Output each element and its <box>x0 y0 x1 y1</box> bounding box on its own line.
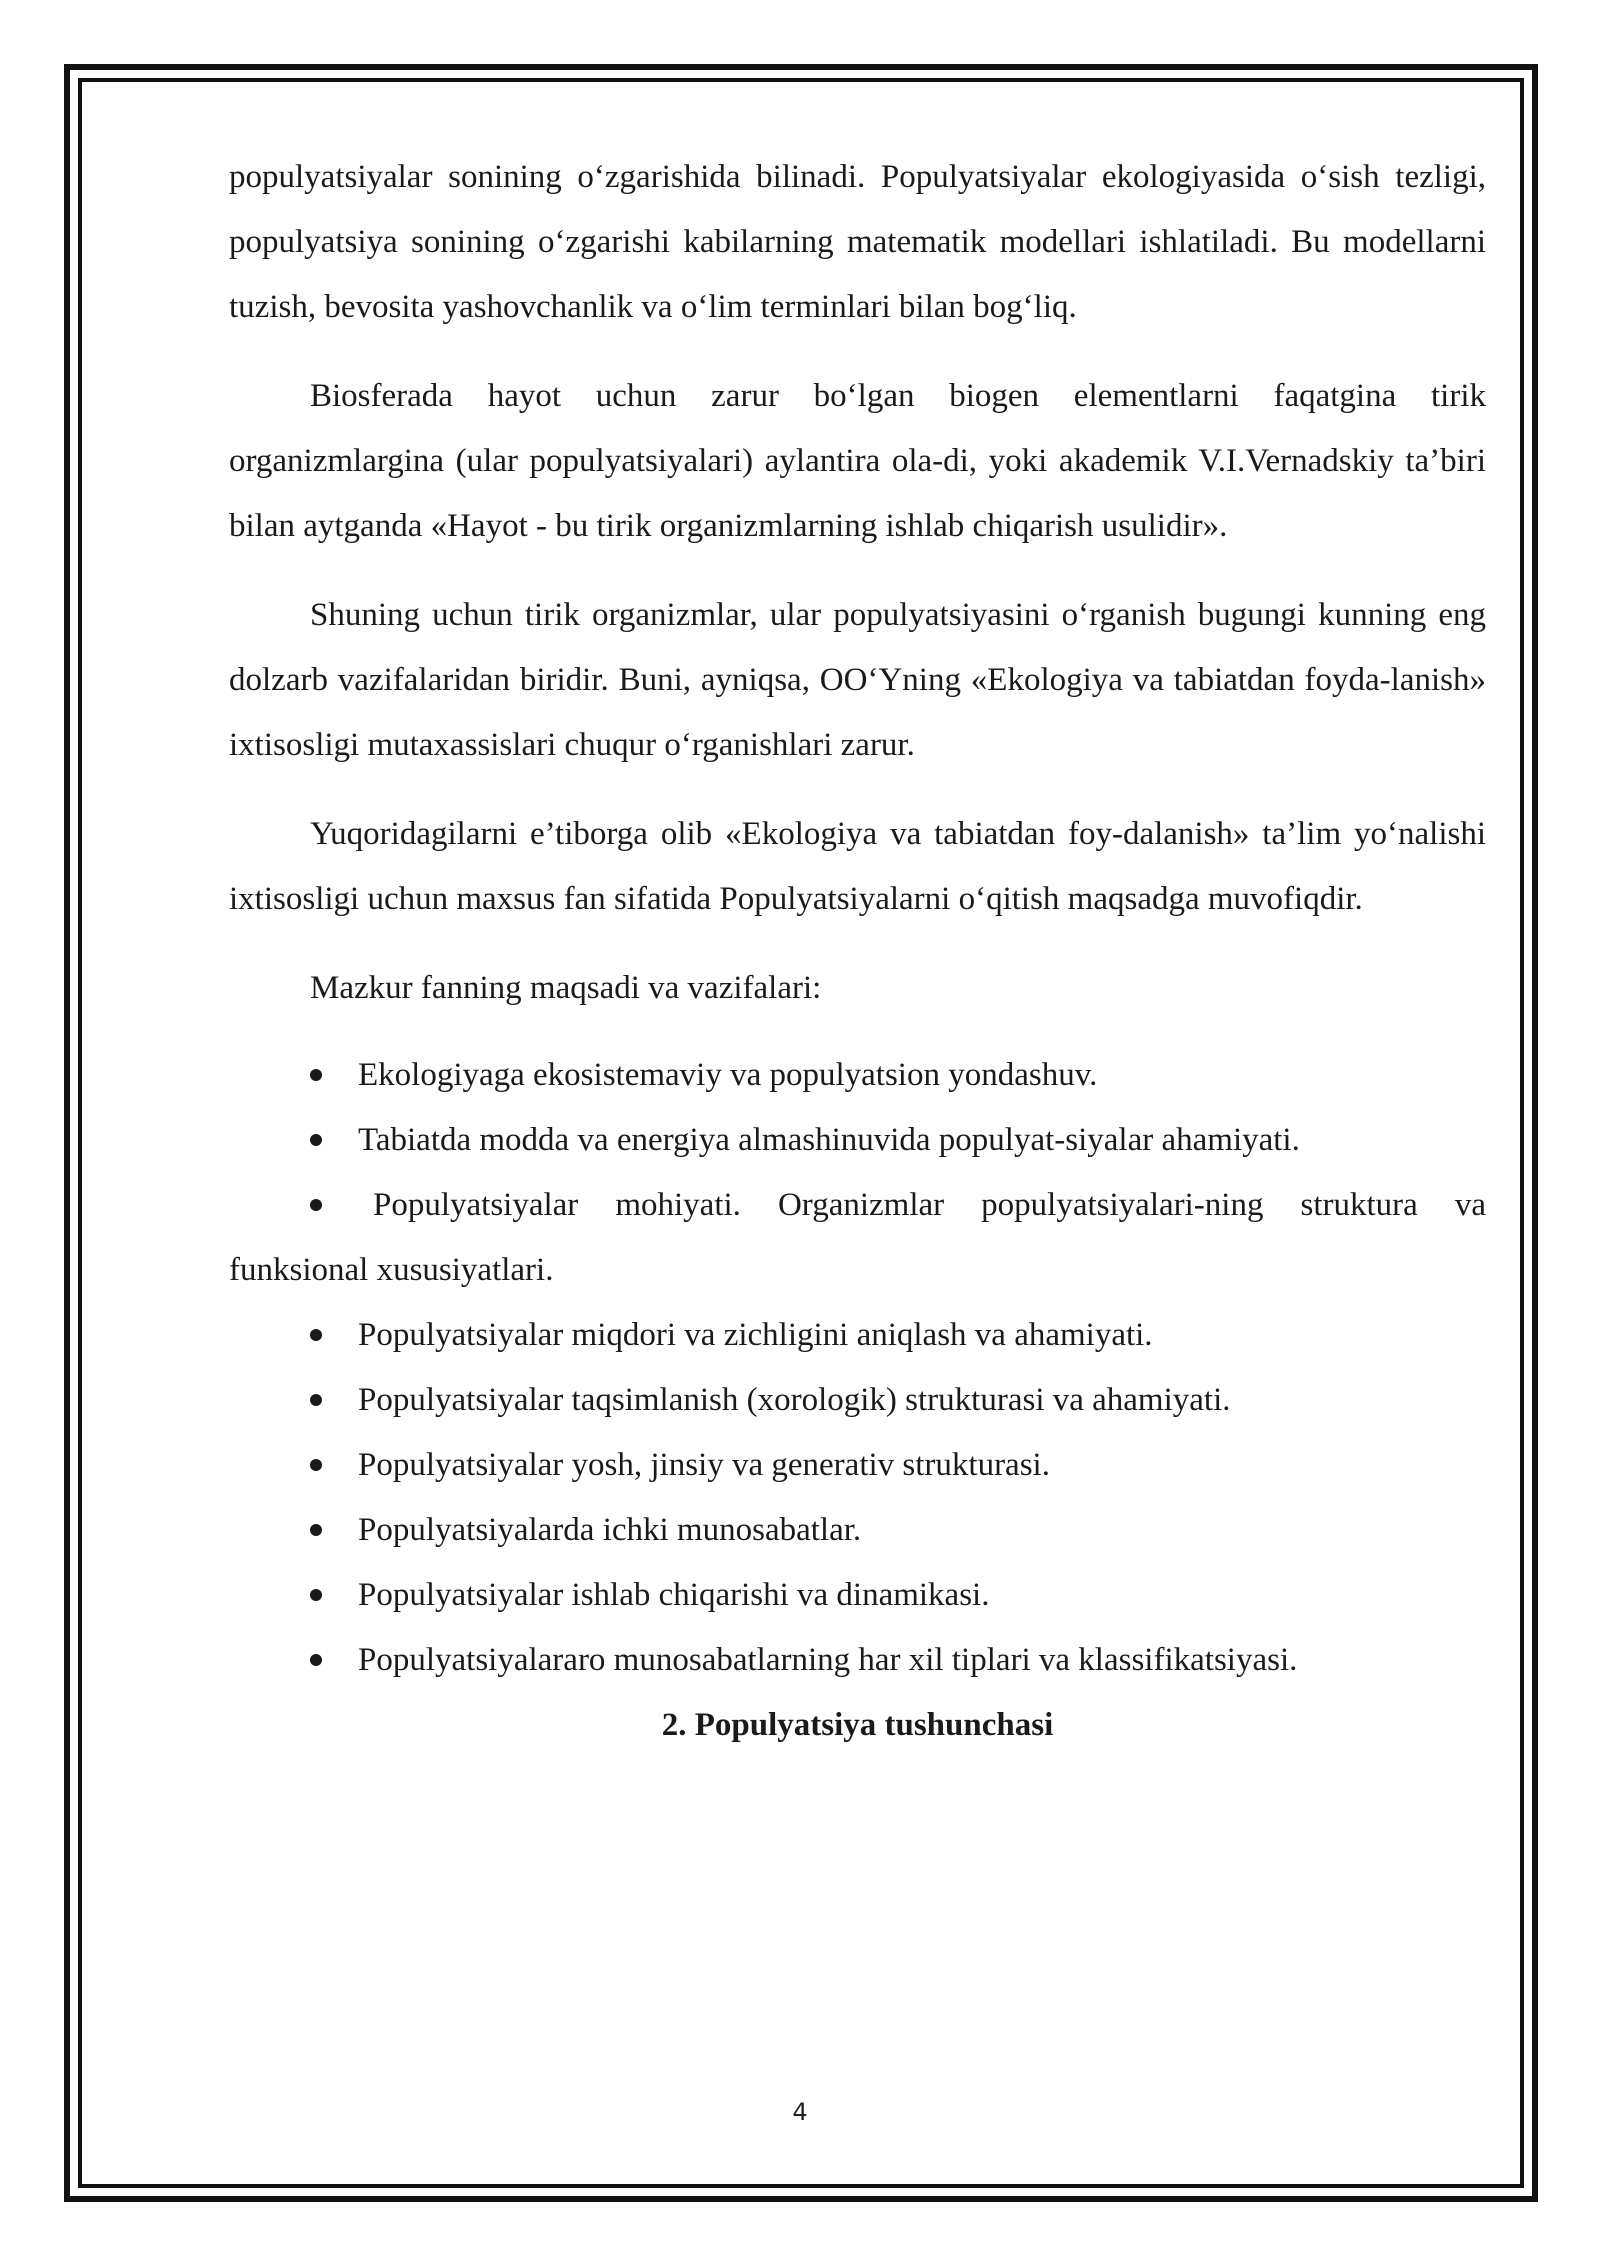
paragraph-2: Biosferada hayot uchun zarur bo‘lgan biogen elementlarni faqatgina tirik organizmlargina (ular populyatsiyalari) aylantira ola-di, yoki akademik V.I.Vernadskiy ta’biri bilan aytganda «Hayot - bu tirik organizmlarning ishlab chiqarish usulidir». <box>229 378 1486 544</box>
page-number: 4 <box>792 2098 808 2126</box>
bullet-icon <box>310 1524 322 1536</box>
list-item: Populyatsiyalararo munosabatlarning har xil tiplari va klassifikatsiyasi. <box>229 1628 1486 1693</box>
paragraph-3: Shuning uchun tirik organizmlar, ular populyatsiyasini o‘rganish bugungi kunning eng dolzarb vazifalaridan biridir. Buni, ayniqsa, OO‘Yning «Ekologiya va tabiatdan foyda-lanish» ixtisosligi mutaxassislari chuqur o‘rganishlari zarur. <box>229 597 1486 763</box>
paragraph-1: populyatsiyalar sonining o‘zgarishida bilinadi. Populyatsiyalar ekologiyasida o‘sish tezligi, populyatsiya sonining o‘zgarishi kabilarning matematik modellari ishlatiladi. Bu modellarni tuzish, bevosita yashovchanlik va o‘lim terminlari bilan bog‘liq. <box>229 159 1486 325</box>
list-item: Tabiatda modda va energiya almashinuvida populyat-siyalar ahamiyati. <box>229 1108 1486 1173</box>
paragraph-4: Yuqoridagilarni e’tiborga olib «Ekologiya va tabiatdan foy-dalanish» ta’lim yo‘nalishi ixtisosligi uchun maxsus fan sifatida Populyatsiyalarni o‘qitish maqsadga muvofiqdir. <box>229 816 1486 917</box>
bullet-icon <box>310 1589 322 1601</box>
bullet-icon <box>310 1459 322 1471</box>
bullet-icon <box>310 1394 322 1406</box>
bullet-icon <box>310 1134 322 1146</box>
list-item: Populyatsiyalarda ichki munosabatlar. <box>229 1498 1486 1563</box>
document-body <box>229 145 1486 1758</box>
list-item: Ekologiyaga ekosistemaviy va populyatsion yondashuv. <box>229 1043 1486 1108</box>
list-item: Populyatsiyalar yosh, jinsiy va generativ strukturasi. <box>229 1433 1486 1498</box>
bullet-icon <box>310 1069 322 1081</box>
list-item: Populyatsiyalar taqsimlanish (xorologik) strukturasi va ahamiyati. <box>229 1368 1486 1433</box>
bullet-icon <box>310 1199 322 1211</box>
list-intro: Mazkur fanning maqsadi va vazifalari: <box>310 970 822 1006</box>
section-heading: 2. Populyatsiya tushunchasi <box>661 1707 1054 1743</box>
list-item: Populyatsiyalar miqdori va zichligini aniqlash va ahamiyati. <box>229 1303 1486 1368</box>
objectives-list <box>229 1043 1486 1693</box>
list-item: Populyatsiyalar ishlab chiqarishi va dinamikasi. <box>229 1563 1486 1628</box>
bullet-icon <box>310 1654 322 1666</box>
list-item: Populyatsiyalar mohiyati. Organizmlar populyatsiyalari-ning struktura va funksional xususiyatlari. <box>229 1187 1486 1288</box>
bullet-icon <box>310 1329 322 1341</box>
